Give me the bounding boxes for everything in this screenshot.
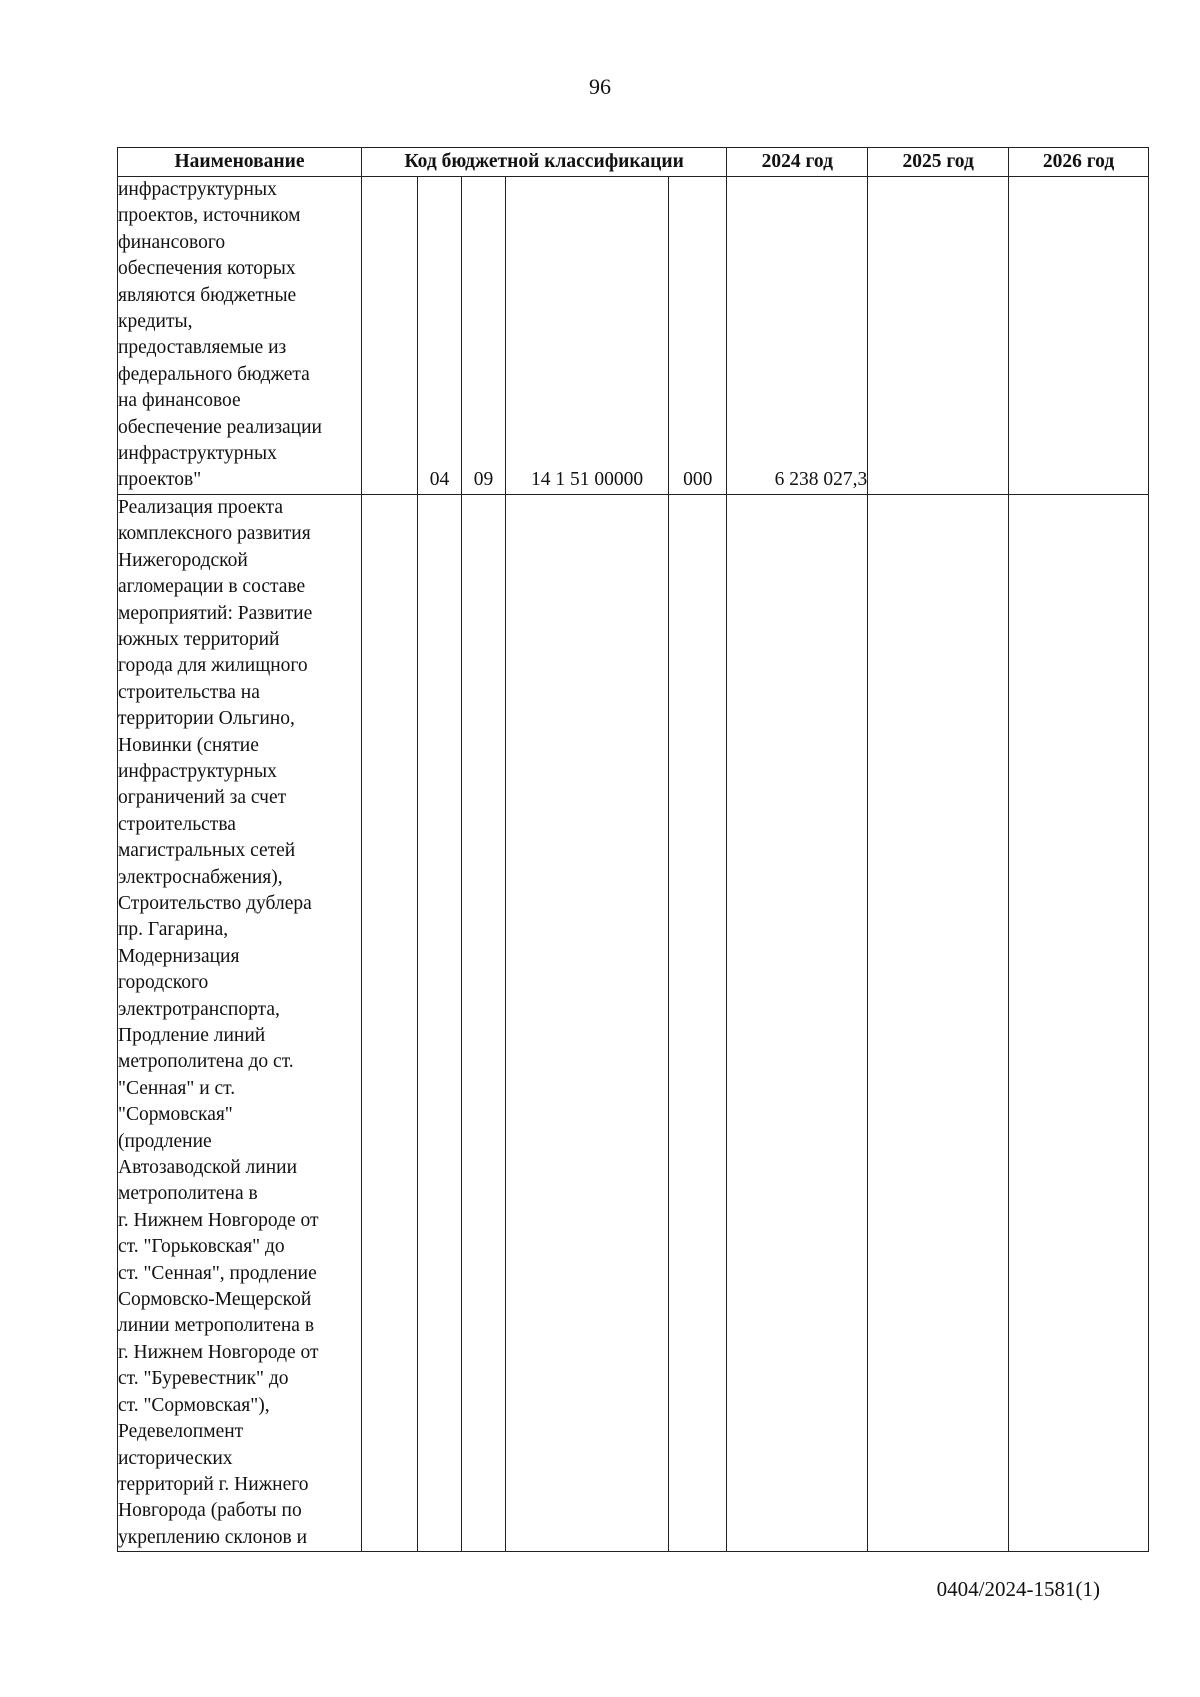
page-number: 96: [589, 74, 611, 99]
table-row: [118, 177, 1149, 495]
subsection-code-cell: 09: [462, 177, 506, 495]
row-name-cell: Реализация проекта комплексного развития Нижегородской агломерации в составе мероприятий: Развитие южных территорий города для жилищного строительства на территории Ольгино, Новинки (снятие инфраструктурных ограничений за счет строительства магистральных сетей электроснабжения), Строительство дублера пр. Гагарина, Модернизация городского электротранспорта, Продление линий метрополитена до ст. "Сенная" и ст. "Сормовская" (продление Автозаводской линии метрополитена в г. Нижнем Новгороде от ст. "Горьковская" до ст. "Сенная", продление Сормовско-Мещерской линии метрополитена в г. Нижнем Новгороде от ст. "Буревестник" до ст. "Сормовская"), Редевелопмент исторических территорий г. Нижнего Новгорода (работы по укреплению склонов и: [118, 494, 362, 1551]
row-name-cell: инфраструктурных проектов, источником финансового обеспечения которых являются бюджетные кредиты, предоставляемые из федерального бюджета на финансовое обеспечение реализации инфраструктурных проектов": [118, 177, 362, 495]
amount-2025-cell: [868, 177, 1009, 495]
section-code-cell: 04: [418, 177, 462, 495]
header-year-2026: 2026 год: [1009, 148, 1149, 177]
target-article-cell: [505, 494, 668, 1551]
expense-type-cell: 000: [669, 177, 727, 495]
expense-type-cell: [669, 494, 727, 1551]
ministry-code-cell: [361, 177, 417, 495]
ministry-code-cell: [361, 494, 417, 1551]
header-year-2024: 2024 год: [727, 148, 868, 177]
amount-2026-cell: [1009, 494, 1149, 1551]
table-row: [118, 494, 1149, 1551]
amount-2024-cell: 6 238 027,3: [727, 177, 868, 495]
header-year-2025: 2025 год: [868, 148, 1009, 177]
amount-2025-cell: [868, 494, 1009, 1551]
table-header-row: [118, 148, 1149, 177]
section-code-cell: [418, 494, 462, 1551]
document-registration-code: 0404/2024-1581(1): [936, 1577, 1100, 1601]
header-name: Наименование: [118, 148, 362, 177]
header-budget-code: Код бюджетной классификации: [361, 148, 726, 177]
amount-2026-cell: [1009, 177, 1149, 495]
subsection-code-cell: [462, 494, 506, 1551]
amount-2024-cell: [727, 494, 868, 1551]
target-article-cell: 14 1 51 00000: [505, 177, 668, 495]
budget-table: [117, 147, 1149, 1552]
